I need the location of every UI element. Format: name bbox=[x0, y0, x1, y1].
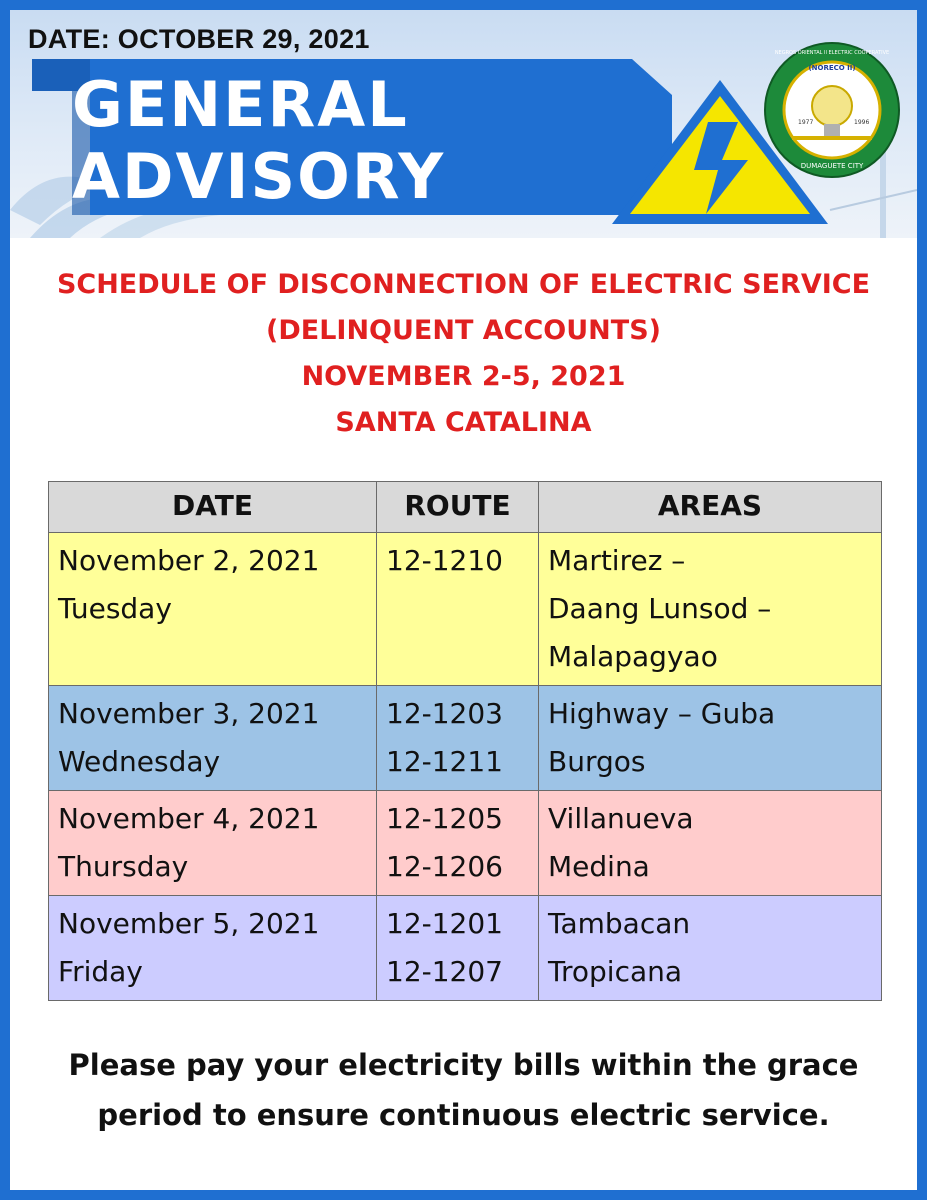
header-areas: AREAS bbox=[539, 482, 882, 533]
advisory-date: DATE: OCTOBER 29, 2021 bbox=[28, 24, 370, 54]
header bbox=[10, 10, 917, 238]
disconnection-schedule-table bbox=[48, 481, 882, 1001]
date-text: November 5, 2021 bbox=[58, 907, 320, 940]
date-text: November 3, 2021 bbox=[58, 697, 320, 730]
area-text: Villanueva bbox=[548, 802, 694, 835]
route-text: 12-1207 bbox=[386, 955, 503, 988]
logo-year-right: 1996 bbox=[854, 119, 870, 126]
area-text: Highway – Guba bbox=[548, 697, 776, 730]
date-cell bbox=[49, 791, 377, 896]
date-text: November 2, 2021 bbox=[58, 544, 320, 577]
area-text: Daang Lunsod – bbox=[548, 592, 772, 625]
banner-title-line2: ADVISORY bbox=[72, 140, 446, 213]
day-text: Tuesday bbox=[58, 592, 172, 625]
table-row bbox=[49, 896, 882, 1001]
header-date: DATE bbox=[49, 482, 377, 533]
date-cell bbox=[49, 896, 377, 1001]
route-text: 12-1203 bbox=[386, 697, 503, 730]
area-text: Medina bbox=[548, 850, 650, 883]
table-row bbox=[49, 533, 882, 686]
date-cell bbox=[49, 686, 377, 791]
banner-title-line1: GENERAL bbox=[72, 68, 409, 141]
route-text: 12-1211 bbox=[386, 745, 503, 778]
route-cell bbox=[377, 896, 539, 1001]
title-line-2: (DELINQUENT ACCOUNTS) bbox=[266, 315, 661, 346]
payment-reminder bbox=[10, 1040, 917, 1140]
areas-cell bbox=[539, 686, 882, 791]
areas-cell bbox=[539, 791, 882, 896]
title-line-3: NOVEMBER 2-5, 2021 bbox=[301, 361, 626, 392]
schedule-title bbox=[10, 262, 917, 446]
area-text: Tambacan bbox=[548, 907, 691, 940]
title-line-1: SCHEDULE OF DISCONNECTION OF ELECTRIC SERVICE bbox=[56, 269, 871, 300]
route-cell bbox=[377, 686, 539, 791]
route-cell bbox=[377, 533, 539, 686]
table-row bbox=[49, 686, 882, 791]
day-text: Friday bbox=[58, 955, 143, 988]
header-route: ROUTE bbox=[377, 482, 539, 533]
noreco-logo bbox=[762, 40, 902, 180]
day-text: Wednesday bbox=[58, 745, 221, 778]
route-text: 12-1205 bbox=[386, 802, 503, 835]
reminder-line-1: Please pay your electricity bills within the grace bbox=[68, 1048, 859, 1082]
area-text: Tropicana bbox=[548, 955, 683, 988]
table-header-row bbox=[49, 482, 882, 533]
areas-cell bbox=[539, 896, 882, 1001]
route-text: 12-1206 bbox=[386, 850, 503, 883]
logo-abbreviation: (NORECO II) bbox=[808, 64, 856, 72]
date-cell bbox=[49, 533, 377, 686]
logo-year-left: 1977 bbox=[798, 119, 814, 126]
day-text: Thursday bbox=[58, 850, 189, 883]
logo-ring-text: NEGROS ORIENTAL II ELECTRIC COOPERATIVE bbox=[774, 50, 890, 56]
area-text: Martirez – bbox=[548, 544, 686, 577]
title-line-4: SANTA CATALINA bbox=[335, 407, 592, 438]
area-text: Malapagyao bbox=[548, 640, 718, 673]
table-row bbox=[49, 791, 882, 896]
areas-cell bbox=[539, 533, 882, 686]
route-cell bbox=[377, 791, 539, 896]
logo-city: DUMAGUETE CITY bbox=[800, 162, 864, 170]
route-text: 12-1210 bbox=[386, 544, 503, 577]
route-text: 12-1201 bbox=[386, 907, 503, 940]
date-text: November 4, 2021 bbox=[58, 802, 320, 835]
reminder-line-2: period to ensure continuous electric service. bbox=[97, 1098, 830, 1132]
area-text: Burgos bbox=[548, 745, 646, 778]
